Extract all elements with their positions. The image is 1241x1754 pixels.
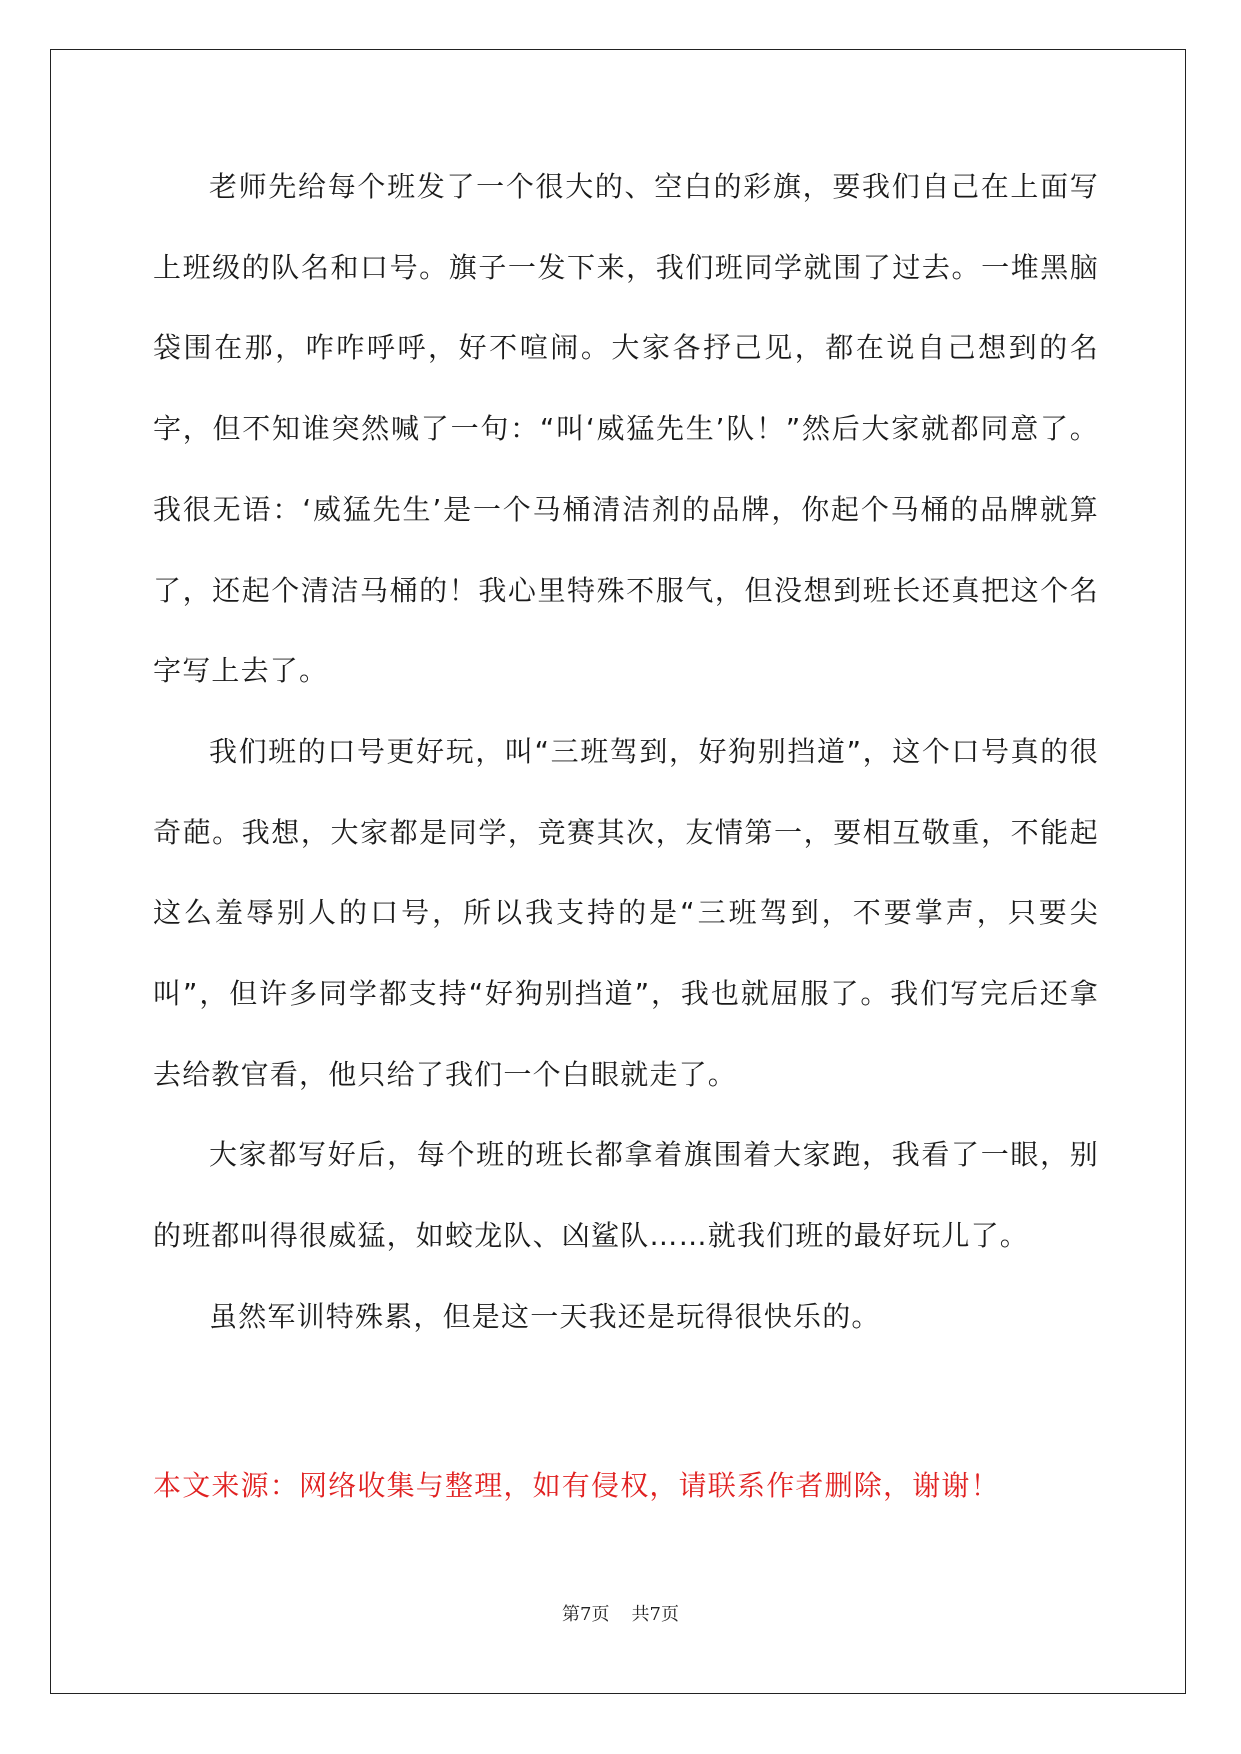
paragraph-4: 虽然军训特殊累，但是这一天我还是玩得很快乐的。 xyxy=(209,1299,881,1333)
paragraph-3: 大家都写好后，每个班的班长都拿着旗围着大家跑，我看了一眼，别的班都叫得很威猛，如蛟龙队、凶鲨队……就我们班的最好玩儿了。 xyxy=(153,1138,1099,1253)
paragraph-2: 我们班的口号更好玩，叫“三班驾到，好狗别挡道”，这个口号真的很奇葩。我想，大家都是同学，竞赛其次，友情第一，要相互敬重，不能起这么羞辱别人的口号，所以我支持的是“三班驾到，不要掌声，只要尖叫”，但许多同学都支持“好狗别挡道”，我也就屈服了。我们写完后还拿去给教官看，他只给了我们一个白眼就走了。 xyxy=(153,734,1099,1091)
page-number-total: 共7页 xyxy=(631,1604,679,1625)
paragraph-1: 老师先给每个班发了一个很大的、空白的彩旗，要我们自己在上面写上班级的队名和口号。旗子一发下来，我们班同学就围了过去。一堆黑脑袋围在那，咋咋呼呼，好不喧闹。大家各抒己见，都在说自己想到的名字，但不知谁突然喊了一句：“叫‘威猛先生’队！”然后大家就都同意了。我很无语：‘威猛先生’是一个马桶清洁剂的品牌，你起个马桶的品牌就算了，还起个清洁马桶的！我心里特殊不服气，但没想到班长还真把这个名字写上去了。 xyxy=(153,170,1099,688)
document-body xyxy=(153,147,1099,1358)
source-notice: 本文来源：网络收集与整理，如有侵权，请联系作者删除，谢谢！ xyxy=(153,1469,1000,1502)
page-footer xyxy=(0,1600,1241,1626)
page-number-current: 第7页 xyxy=(562,1604,610,1625)
